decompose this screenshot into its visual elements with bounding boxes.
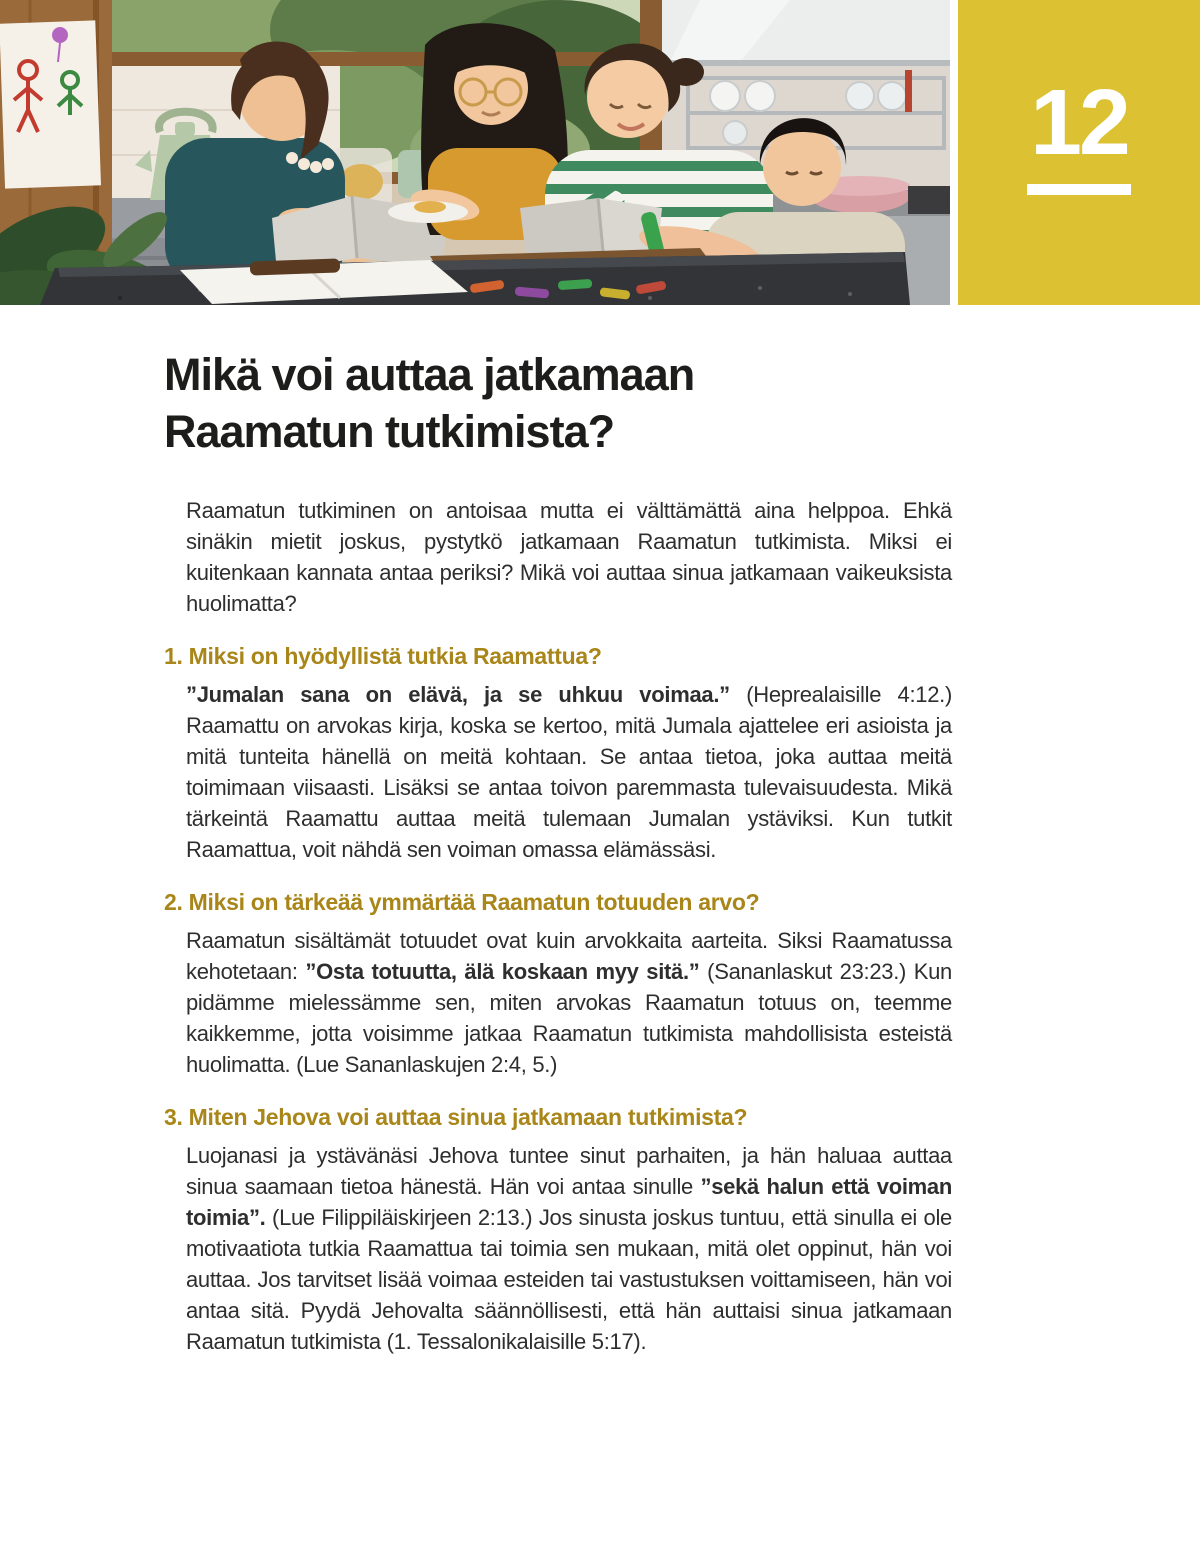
section-paragraph xyxy=(186,679,952,865)
family-study-photo-illustration xyxy=(0,0,950,305)
scripture-quote: ”sekä halun että voiman toimia”. xyxy=(186,1174,952,1230)
section-paragraph xyxy=(186,1140,952,1357)
paragraph-text: Luojanasi ja ystävänäsi Jehova tuntee sinut parhaiten, ja hän haluaa auttaa sinua saamaan tietoa hänestä. Hän voi antaa sinulle xyxy=(186,1143,952,1199)
section-heading: 2. Miksi on tärkeää ymmärtää Raamatun totuuden arvo? xyxy=(164,889,760,915)
scripture-quote: ”Jumalan sana on elävä, ja se uhkuu voimaa.” xyxy=(186,682,730,707)
page-header xyxy=(0,0,1200,305)
lesson-content xyxy=(164,346,952,1357)
lesson-number-underline xyxy=(1027,184,1131,195)
scripture-quote: ”Osta totuutta, älä koskaan myy sitä.” xyxy=(305,959,700,984)
intro-paragraph: Raamatun tutkiminen on antoisaa mutta ei välttämättä aina helppoa. Ehkä sinäkin mietit joskus, pystytkö jatkamaan Raamatun tutkimista. Miksi ei kuitenkaan kannata antaa periksi? Mikä voi auttaa sinua jatkamaan vaikeuksista huolimatta? xyxy=(186,498,952,616)
lesson-number: 12 xyxy=(1030,70,1128,174)
page-title: Mikä voi auttaa jatkamaan Raamatun tutkimista? xyxy=(164,349,695,457)
paragraph-text: (Sananlaskut 23:23.) Kun pidämme mielessämme sen, miten arvokas Raamatun totuus on, teemme kaikkemme, jotta voisimme jatkaa Raamatun tutkimista mahdollisista esteistä huolimatta. (Lue Sananlaskujen 2:4, 5.) xyxy=(186,959,952,1077)
section-paragraph xyxy=(186,925,952,1080)
paragraph-text: Raamatun sisältämät totuudet ovat kuin arvokkaita aarteita. Siksi Raamatussa kehotetaan: xyxy=(186,928,952,984)
paragraph-text: (Lue Filippiläiskirjeen 2:13.) Jos sinusta joskus tuntuu, että sinulla ei ole motivaatiota tutkia Raamattua tai toimia sen mukaan, mitä olet oppinut, hän voi auttaa. Jos tarvitset lisää voimaa esteiden tai vastustuksen voittamiseen, hän voi antaa sitä. Pyydä Jehovalta säännöllisesti, että hän auttaisi sinua jatkamaan Raamatun tutkimista (1. Tessalonikalaisille 5:17). xyxy=(186,1205,952,1354)
lesson-number-badge xyxy=(958,0,1200,305)
family-study-photo xyxy=(0,0,950,305)
section-heading: 1. Miksi on hyödyllistä tutkia Raamattua? xyxy=(164,643,602,669)
sections-container xyxy=(164,642,952,1357)
paragraph-text: (Heprealaisille 4:12.) Raamattu on arvokas kirja, koska se kertoo, mitä Jumala ajattelee eri asioista ja mitä tunteita hänellä on meitä kohtaan. Se antaa tietoa, joka auttaa meitä toimimaan viisaasti. Lisäksi se antaa toivon paremmasta tulevaisuudesta. Mikä tärkeintä Raamattu auttaa meitä tulemaan Jumalan ystäviksi. Kun tutkit Raamattua, voit nähdä sen voiman omassa elämässäsi. xyxy=(186,682,952,862)
section-heading: 3. Miten Jehova voi auttaa sinua jatkamaan tutkimista? xyxy=(164,1104,748,1130)
